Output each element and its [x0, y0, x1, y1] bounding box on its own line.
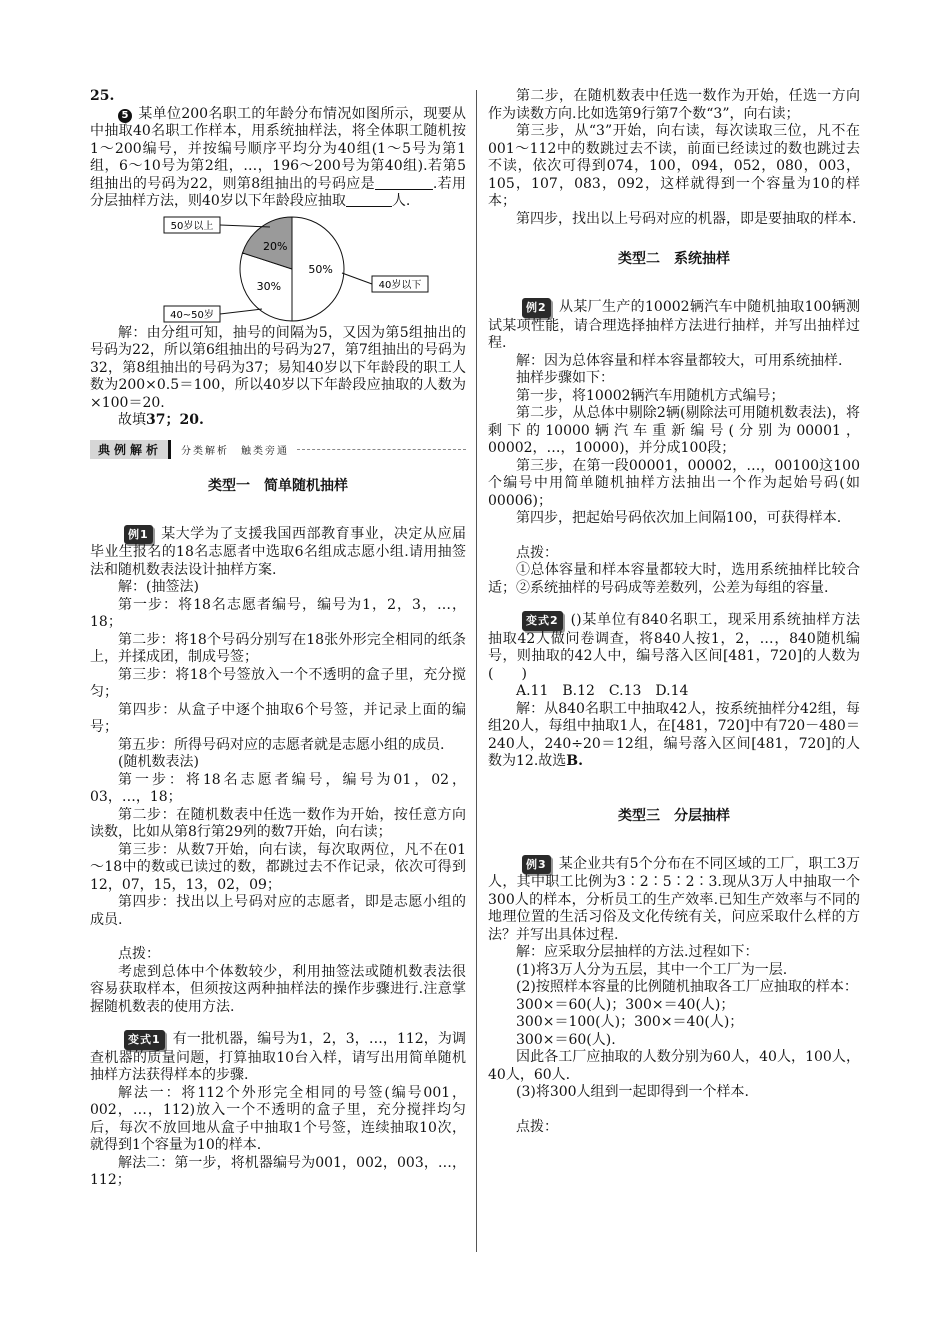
problem-25: [90, 88, 466, 211]
type3-title: 类型三 分层抽样: [618, 807, 730, 824]
lottery-step-5: 第五步：所得号码对应的志愿者就是志愿小组的成员.: [118, 736, 445, 753]
variant1-text: 有一批机器，编号为1，2，3，…，112，为调查机器的质量问题，打算抽取10台入样，请写出用简单随机抽样方法获得样本的步骤.: [90, 1031, 466, 1083]
variant1-solution2: 解法二：第一步，将机器编号为001，002，003，…，112；: [90, 1154, 466, 1188]
variant2: [488, 611, 860, 683]
solution-head: 解：(抽签法): [118, 579, 199, 595]
variant1-step-2: 第三步，从“3”开始，向右读，每次读取三位，凡不在001～112中的数跳过去不读，前面已经读过的数也跳过去不读，依次可得到074，100，094，052，080，003，105，107，083，092，这样就得到一个容量为10的样本；: [488, 123, 860, 209]
section-bar-title: 典例解析: [90, 440, 171, 459]
example1-badge: 例1: [124, 525, 153, 545]
left-column: [90, 88, 466, 1190]
section-bar-line: [297, 449, 466, 450]
example2-steps-head: 抽样步骤如下：: [516, 370, 614, 386]
random-step-4: 第四步：找出以上号码对应的志愿者，即是志愿小组的成员.: [90, 894, 466, 928]
example1: [90, 525, 466, 580]
variant1-badge: 变式1: [124, 1030, 165, 1050]
tip3-head: 点拨：: [516, 1118, 558, 1135]
variant2-solution: [488, 701, 860, 771]
tip2-text: ①总体容量和样本容量都较大时，选用系统抽样比较合适；②系统抽样的号码成等差数列，公差为每组的容量.: [488, 562, 860, 596]
example3-result: 因此各工厂应抽取的人数分别为60人，40人，100人，40人，60人.: [488, 1049, 860, 1083]
random-table-steps: [90, 772, 466, 930]
systematic-steps: [488, 388, 860, 528]
section-bar: [90, 440, 466, 459]
example2: [488, 298, 860, 353]
lottery-step-3: 第三步：将18个号签放入一个不透明的盒子里，充分搅匀；: [90, 666, 466, 700]
random-head: (随机数表法): [118, 754, 199, 770]
example3-text: 某企业共有5个分布在不同区域的工厂，职工3万人，其中职工比例为3∶2∶5∶2∶3.现从3万人中抽取一个300人的样本，分析员工的生产效率.已知生产效率与不同的地理位置的生活习俗及文化传统有关，问应采取什么样的方法？并写出具体过程.: [488, 855, 860, 943]
pie-label-leader-2: [220, 309, 262, 314]
example3-calc2: 300×＝100(人)；300×＝40(人)；: [516, 1014, 744, 1030]
variant2-text: ()某单位有840名职工，现采用系统抽样方法抽取42人做问卷调查，将840人按1，2，…，840随机编号，则抽取的42人中，编号落入区间[481，720]的人数为( ): [488, 612, 860, 682]
example3-calc3: 300×＝60(人).: [516, 1031, 616, 1048]
systematic-step-4: 第四步，把起始号码依次加上间隔100，可获得样本.: [516, 510, 842, 526]
example1-text: 某大学为了支援我国西部教育事业，决定从应届毕业生报名的18名志愿者中选取6名组成志愿小组.请用抽签法和随机数表法设计抽样方案.: [90, 525, 466, 578]
type1-title: 类型一 简单随机抽样: [208, 477, 348, 494]
variant1: [90, 1030, 466, 1085]
systematic-step-1: 第一步，将10002辆汽车用随机方式编号；: [516, 387, 785, 404]
example3-step2: (2)按照样本容量的比例随机抽取各工厂应抽取的样本：: [516, 979, 858, 995]
answer-blank-2: [346, 194, 392, 207]
random-step-3: 第三步：从数7开始，向右读，每次取两位，凡不在01～18中的数或已读过的数，都跳过去不作记录，依次可得到12，07，15，13，02，09；: [90, 841, 466, 893]
example2-text: 从某厂生产的10002辆汽车中随机抽取100辆测试某项性能，请合理选择抽样方法进行抽样，并写出抽样过程.: [488, 299, 860, 351]
problem-text-c: 人.: [391, 193, 411, 209]
example2-solution: 解：因为总体容量和样本容量都较大，可用系统抽样.: [516, 352, 843, 369]
variant2-badge: 变式2: [522, 611, 563, 631]
pie-label-2: 40~50岁: [170, 309, 214, 321]
variant1-step-3: 第四步，找出以上号码对应的机器，即是要抽取的样本.: [516, 210, 857, 227]
lottery-steps: [90, 597, 466, 755]
tip1-text: 考虑到总体中个体数较少，利用抽签法或随机数表法很容易获取样本，但须按这两种抽样法的操作步骤进行.注意掌握随机数表的使用方法.: [90, 963, 466, 1015]
right-column: [488, 88, 860, 1136]
type2-title: 类型二 系统抽样: [618, 251, 730, 267]
example3-badge: 例3: [522, 855, 551, 875]
lottery-step-1: 第一步：将18名志愿者编号，编号为1，2，3，…，18；: [90, 596, 466, 630]
variant1-step-1: 第二步，在随机数表中任选一数作为开始，任选一方向作为读数方向.比如选第9行第7个数“3”，向右读；: [488, 88, 860, 122]
pie-percent-2: 30%: [256, 279, 282, 293]
section-bar-subtitle: 分类解析 触类旁通: [181, 445, 290, 457]
lottery-step-4: 第四步：从盒子中逐个抽取6个号签，并记录上面的编号；: [90, 701, 466, 735]
example3: [488, 855, 860, 945]
answer-prefix: 故填: [118, 412, 146, 428]
pie-percent-3: 20%: [262, 239, 288, 253]
problem-text-a: 某单位200名职工的年龄分布情况如图所示，现要从中抽取40名职工作样本，用系统抽样法，将全体职工随机按1～200编号，并按编号顺序平均分为40组(1～5号为第1组，6～10号为第2组，…，196～200号为第40组).若第5组抽出的号码为22，则第8组抽出的号码应是: [90, 105, 466, 192]
problem-text-b: .若用分层抽样方法，则40岁以下年龄段应抽取: [90, 175, 466, 209]
difficulty-badge: 5: [118, 109, 132, 123]
problem-25-solution: 解：由分组可知，抽号的间隔为5，又因为第5组抽出的号码为22，所以第6组抽出的号码为27，第7组抽出的号码为32，第8组抽出的号码为37；易知40岁以下年龄段的职工人数为200×0.5＝100，所以40岁以下年龄段应抽取的人数为×100＝20.: [90, 324, 466, 411]
pie-label-3: 50岁以上: [170, 220, 214, 232]
variant1-continued: [488, 88, 860, 228]
example3-step1: (1)将3万人分为五层，其中一个工厂为一层.: [516, 961, 788, 978]
pie-slices: [240, 217, 344, 321]
lottery-step-2: 第二步：将18个号码分别写在18张外形完全相同的纸条上，并揉成团，制成号签；: [90, 631, 466, 665]
variant2-answer: B.: [566, 753, 583, 769]
example3-step3: (3)将300人组到一起即得到一个样本.: [516, 1084, 750, 1100]
variant2-options: A.11 B.12 C.13 D.14: [516, 683, 689, 699]
problem-25-answer: [90, 412, 466, 430]
example3-solution: 解：应采取分层抽样的方法.过程如下：: [516, 944, 759, 960]
tip1-head: 点拨：: [118, 946, 160, 962]
variant2-solution-text: 解：从840名职工中抽取42人，按系统抽样分42组，每组20人，每组中抽取1人，在[481，720]中有720－480＝240人，240÷20＝12组，编号落入区间[481，720]的人数为12.故选: [488, 700, 860, 769]
example2-badge: 例2: [522, 298, 551, 318]
random-step-2: 第二步：在随机数表中任选一数作为开始，按任意方向读数，比如从第8行第29列的数7开始，向右读；: [90, 806, 466, 840]
pie-label-leader-1: [342, 273, 372, 284]
tip2-head: 点拨：: [516, 544, 558, 561]
example3-calc1: 300×＝60(人)；300×＝40(人)；: [516, 996, 735, 1013]
column-divider: [476, 90, 477, 1252]
pie-percent-1: 50%: [308, 262, 333, 276]
variant1-solution1: 解法一：将112个外形完全相同的号签(编号001，002，…，112)放入一个不透明的盒子里，充分搅拌均匀后，每次不放回地从盒子中抽取1个号签，连续抽取10次，就得到1个容量为10的样本.: [90, 1084, 466, 1153]
random-step-1: 第一步：将18名志愿者编号，编号为01，02，03，…，18；: [90, 771, 466, 805]
age-pie-chart: [90, 213, 466, 325]
systematic-step-2: 第二步，从总体中剔除2辆(剔除法可用随机数表法)，将剩下的10000辆汽车重新编号(分别为00001，00002，…，10000)，并分成100段；: [488, 405, 860, 456]
pie-label-1: 40岁以下: [378, 279, 422, 291]
answer-blank-1: [375, 177, 433, 190]
answer-value: 37；20.: [146, 412, 204, 428]
problem-number: 25.: [90, 88, 115, 104]
systematic-step-3: 第三步，在第一段00001，00002，…，00100这100个编号中用简单随机抽样方法抽出一个作为起始号码(如00006)；: [488, 457, 860, 509]
